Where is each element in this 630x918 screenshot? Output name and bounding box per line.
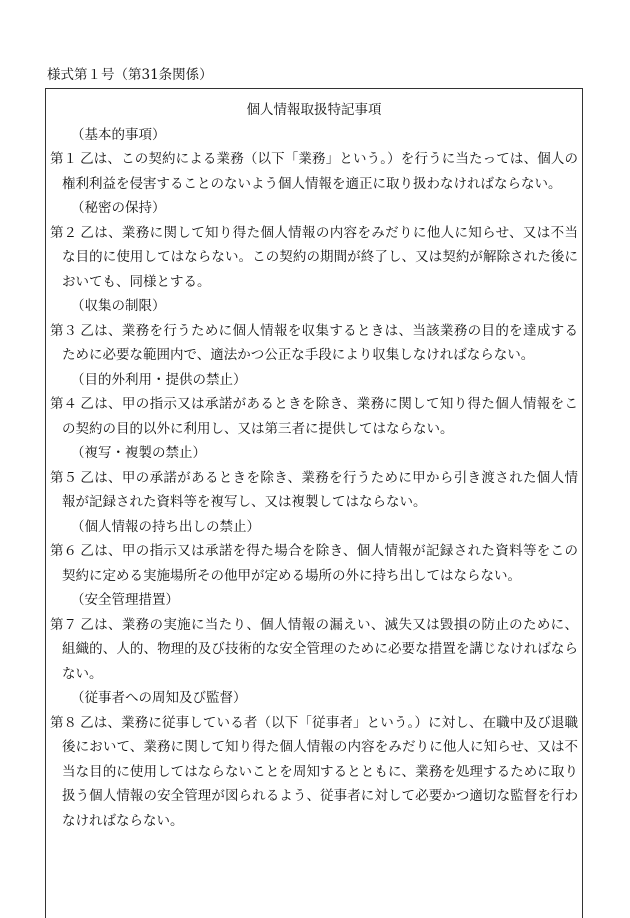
- article-7-text: 乙は、業務の実施に当たり、個人情報の漏えい、滅失又は毀損の防止のために、組織的、人的、物理的及び技術的な安全管理のために必要な措置を講じなければならない。: [62, 616, 578, 682]
- article-6-number: 第６: [50, 543, 77, 559]
- article-1-number: 第１: [50, 151, 77, 167]
- article-1-heading: （基本的事項）: [71, 126, 166, 143]
- article-5: [50, 466, 578, 515]
- article-8-number: 第８: [50, 714, 77, 731]
- article-1-text: 乙は、この契約による業務（以下「業務」という。）を行うに当たっては、個人の権利利益を侵害することのないよう個人情報を適正に取り扱わなければならない。: [62, 151, 578, 192]
- article-1: [50, 147, 578, 196]
- article-5-heading: （複写・複製の禁止）: [71, 445, 206, 461]
- article-8-text: 乙は、業務に従事している者（以下「従事者」という。）に対し、在職中及び退職後において、業務に関して知り得た個人情報の内容をみだりに他人に知らせ、又は不当な目的に使用してはならないことを周知するとともに、業務を処理するために取り扱う個人情報の安全管理が図られるよう、従事者に対して必要かつ適切な監督を行わなければならない。: [62, 714, 578, 829]
- article-2-heading: （秘密の保持）: [71, 200, 166, 216]
- article-4: [50, 392, 578, 441]
- article-7-heading: （安全管理措置）: [71, 592, 179, 608]
- article-2-number: 第２: [50, 224, 77, 241]
- article-3-heading: （収集の制限）: [71, 298, 166, 314]
- article-7: [50, 613, 578, 687]
- article-3-number: 第３: [50, 322, 77, 339]
- article-5-text: 乙は、甲の承諾があるときを除き、業務を行うために甲から引き渡された個人情報が記録された資料等を複写し、又は複製してはならない。: [62, 469, 578, 510]
- article-3-text: 乙は、業務を行うために個人情報を収集するときは、当該業務の目的を達成するために必要な範囲内で、適法かつ公正な手段により収集しなければならない。: [62, 322, 578, 363]
- article-4-heading: （目的外利用・提供の禁止）: [71, 371, 247, 388]
- document-title: 個人情報取扱特記事項: [246, 102, 382, 118]
- article-4-text: 乙は、甲の指示又は承諾があるときを除き、業務に関して知り得た個人情報をこの契約の目的以外に利用し、又は第三者に提供してはならない。: [62, 396, 578, 437]
- article-5-number: 第５: [50, 469, 77, 486]
- article-8-heading: （従事者への周知及び監督）: [71, 690, 247, 706]
- article-7-number: 第７: [50, 616, 77, 633]
- article-4-number: 第４: [50, 396, 77, 412]
- article-6-heading: （個人情報の持ち出しの禁止）: [71, 518, 260, 535]
- document-body: [50, 98, 578, 833]
- article-2-text: 乙は、業務に関して知り得た個人情報の内容をみだりに他人に知らせ、又は不当な目的に使用してはならない。この契約の期間が終了し、又は契約が解除された後においても、同様とする。: [62, 224, 578, 290]
- article-3: [50, 319, 578, 368]
- article-6: [50, 539, 578, 588]
- form-number-label: 様式第１号（第31条関係）: [47, 67, 213, 83]
- article-2: [50, 221, 578, 295]
- article-8: [50, 711, 578, 834]
- article-6-text: 乙は、甲の指示又は承諾を得た場合を除き、個人情報が記録された資料等をこの契約に定める実施場所その他甲が定める場所の外に持ち出してはならない。: [62, 543, 578, 584]
